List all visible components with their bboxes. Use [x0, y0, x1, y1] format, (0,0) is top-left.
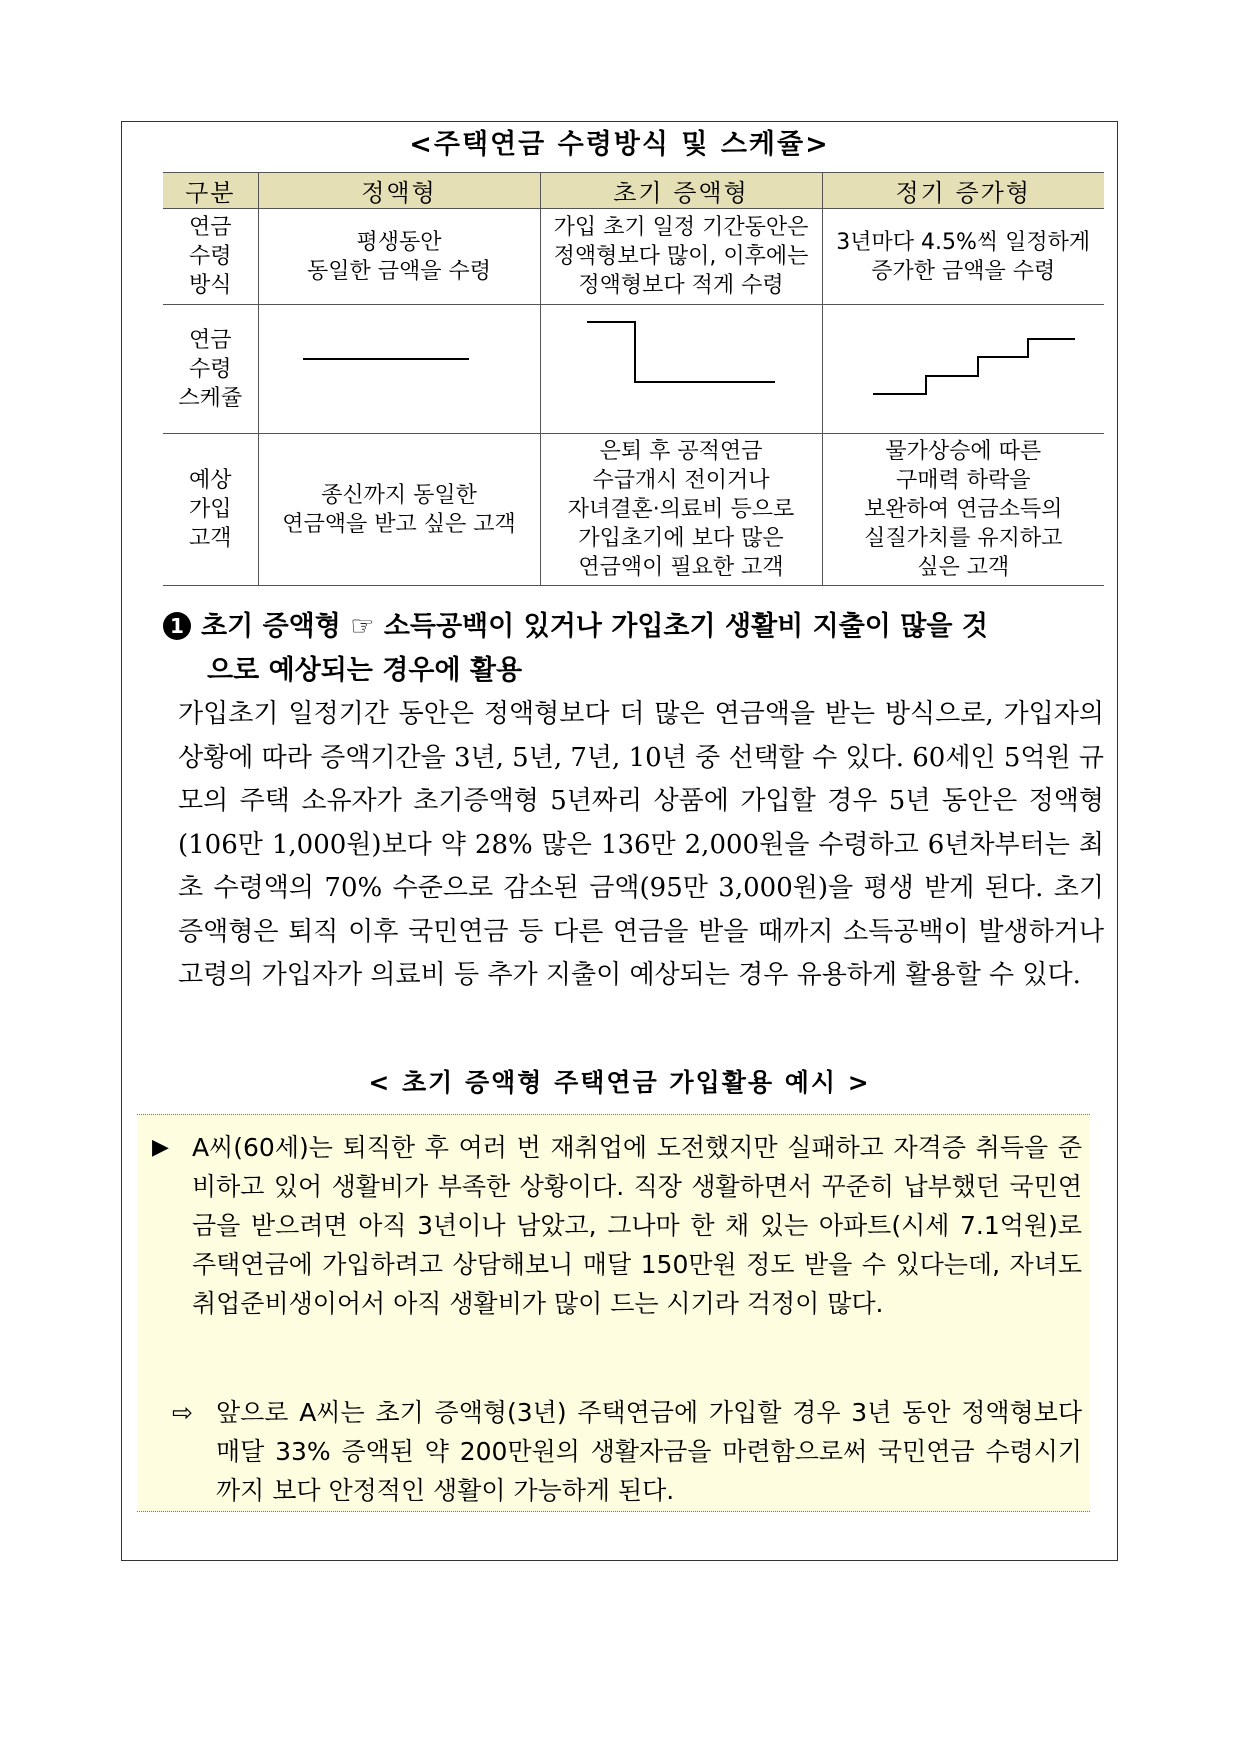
- row-label-line: 스케쥴: [178, 385, 243, 411]
- cell-line: 구매력 하락을: [895, 468, 1031, 493]
- row-label-method: [163, 209, 258, 305]
- cell-line: 가입 초기 일정 기간동안은: [553, 215, 809, 240]
- cell-line: 3년마다 4.5%씩 일정하게: [836, 229, 1091, 255]
- row-label-customer: [163, 434, 258, 586]
- cell-line: 평생동안: [356, 229, 442, 255]
- example-title: < 초기 증액형 주택연금 가입활용 예시 >: [368, 1068, 871, 1097]
- cell-initial-method: [540, 209, 822, 305]
- cell-line: 자녀결혼·의료비 등으로: [567, 497, 795, 522]
- step-up-schedule-graph: [823, 305, 1105, 433]
- cell-line: 은퇴 후 공적연금: [599, 439, 763, 464]
- cell-fixed-method: [258, 209, 540, 305]
- row-label-line: 가입: [188, 497, 232, 522]
- table-row-customer: [163, 434, 1104, 586]
- cell-line: 증가한 금액을 수령: [871, 258, 1056, 284]
- section-title-line1: 초기 증액형 ☞ 소득공백이 있거나 가입초기 생활비 지출이 많을 것: [201, 611, 988, 642]
- section-body-paragraph: 가입초기 일정기간 동안은 정액형보다 더 많은 연금액을 받는 방식으로, 가입자의 상황에 따라 증액기간을 3년, 5년, 7년, 10년 중 선택할 수 있다. 60세인 5억원 규모의 주택 소유자가 초기증액형 5년짜리 상품에 가입할 경우 5년 동안은 정액형(106만 1,000원)보다 약 28% 많은 136만 2,000원을 수령하고 6년차부터는 최초 수령액의 70% 수준으로 감소된 금액(95만 3,000원)을 평생 받게 된다. 초기 증액형은 퇴직 이후 국민연금 등 다른 연금을 받을 때까지 소득공백이 발생하거나 고령의 가입자가 의료비 등 추가 지출이 예상되는 경우 유용하게 활용할 수 있다.: [178, 699, 1104, 990]
- cell-periodic-graph: [822, 305, 1104, 434]
- cell-line: 보완하여 연금소득의: [864, 497, 1063, 522]
- cell-periodic-method: [822, 209, 1104, 305]
- header-periodic-increase: 정기 증가형: [822, 173, 1104, 209]
- cell-line: 연금액을 받고 싶은 고객: [282, 511, 516, 537]
- table-title: <주택연금 수령방식 및 스케쥴>: [409, 129, 830, 160]
- row-label-schedule: [163, 305, 258, 434]
- example-outcome-text: 앞으로 A씨는 초기 증액형(3년) 주택연금에 가입할 경우 3년 동안 정액형보다 매달 33% 증액된 약 200만원의 생활자금을 마련함으로써 국민연금 수령시기까지 보다 안정적인 생활이 가능하게 된다.: [216, 1398, 1082, 1505]
- header-category: 구분: [163, 173, 258, 209]
- cell-fixed-customer: [258, 434, 540, 586]
- row-label-line: 방식: [188, 273, 232, 298]
- example-bullet-outcome: [172, 1393, 1082, 1510]
- example-situation-text: A씨(60세)는 퇴직한 후 여러 번 재취업에 도전했지만 실패하고 자격증 취득을 준비하고 있어 생활비가 부족한 상황이다. 직장 생활하면서 꾸준히 납부했던 국민연금을 받으려면 아직 3년이나 남았고, 그나마 한 채 있는 아파트(시세 7.1억원)로 주택연금에 가입하려고 상담해보니 매달 150만원 정도 받을 수 있다는데, 자녀도 취업준비생이어서 아직 생활비가 많이 드는 시기라 걱정이 많다.: [192, 1133, 1082, 1318]
- cell-line: 정액형보다 적게 수령: [578, 273, 784, 298]
- cell-line: 싶은 고객: [917, 555, 1010, 580]
- cell-line: 가입초기에 보다 많은: [578, 526, 784, 551]
- cell-line: 수급개시 전이거나: [592, 468, 770, 493]
- cell-line: 종신까지 동일한: [321, 482, 477, 508]
- example-bullet-situation: [152, 1128, 1082, 1323]
- row-label-line: 수령: [188, 356, 232, 382]
- cell-fixed-graph: [258, 305, 540, 434]
- table-row-method: [163, 209, 1104, 305]
- header-initial-increase: 초기 증액형: [540, 173, 822, 209]
- cell-periodic-customer: [822, 434, 1104, 586]
- row-label-line: 예상: [188, 468, 232, 493]
- row-label-line: 고객: [188, 526, 232, 551]
- cell-initial-customer: [540, 434, 822, 586]
- header-fixed: 정액형: [258, 173, 540, 209]
- arrow-bullet-icon: ⇨: [172, 1398, 193, 1427]
- table-header-row: [163, 173, 1104, 209]
- table-row-schedule: [163, 305, 1104, 434]
- pension-schedule-table: [163, 172, 1104, 586]
- section-title-line2: 으로 예상되는 경우에 활용: [207, 655, 523, 686]
- flat-schedule-graph: [259, 305, 541, 433]
- cell-initial-graph: [540, 305, 822, 434]
- cell-line: 실질가치를 유지하고: [864, 526, 1063, 551]
- section-heading: [163, 605, 1108, 693]
- row-label-line: 연금: [188, 215, 232, 240]
- step-down-schedule-graph: [541, 305, 823, 433]
- cell-line: 정액형보다 많이, 이후에는: [553, 244, 809, 269]
- cell-line: 연금액이 필요한 고객: [578, 555, 784, 580]
- row-label-line: 수령: [188, 244, 232, 269]
- section-number-badge: 1: [163, 612, 191, 640]
- cell-line: 동일한 금액을 수령: [306, 258, 491, 284]
- triangle-bullet-icon: ▶: [152, 1135, 169, 1160]
- cell-line: 물가상승에 따른: [885, 439, 1042, 464]
- row-label-line: 연금: [188, 327, 232, 353]
